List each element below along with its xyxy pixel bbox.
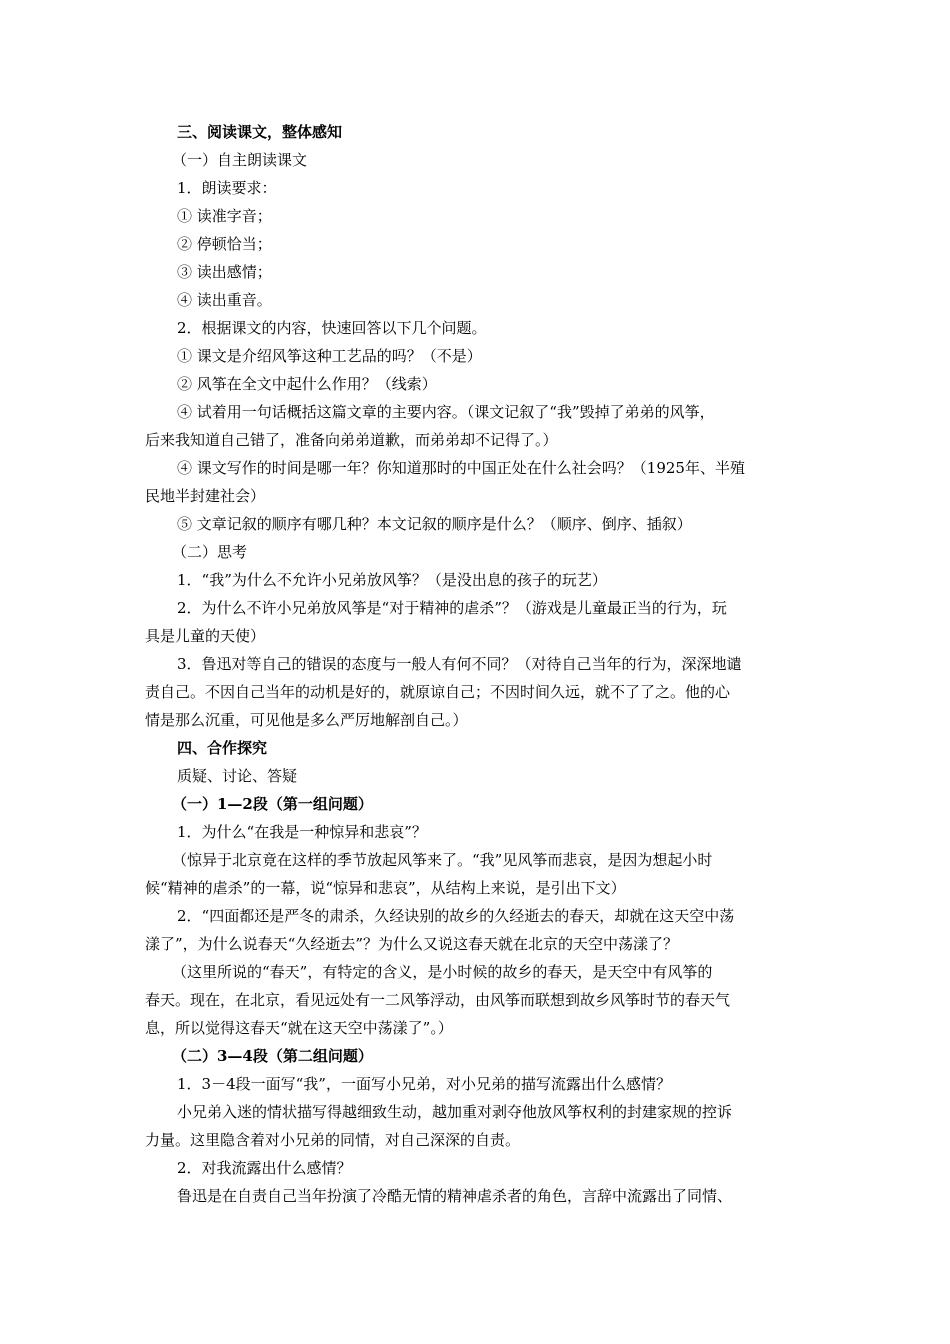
- text-line: 1．为什么“在我是一种惊异和悲哀”？: [177, 823, 427, 841]
- text-line: 春天。现在，在北京，看见远处有一二风筝浮动，由风筝而联想到故乡风筝时节的春天气: [145, 991, 731, 1009]
- text-line: （这里所说的“春天”，有特定的含义，是小时候的故乡的春天，是天空中有风筝的: [172, 963, 713, 981]
- text-line: 后来我知道自己错了，准备向弟弟道歉，而弟弟却不记得了。）: [145, 431, 558, 449]
- subheading-group-2: （二）3—4段（第二组问题）: [172, 1047, 373, 1065]
- text-line: 1．3－4段一面写“我”，一面写小兄弟，对小兄弟的描写流露出什么感情？: [177, 1075, 671, 1093]
- text-line: ③ 读出感情；: [177, 263, 272, 281]
- text-line: 2．“四面都还是严冬的肃杀，久经诀别的故乡的久经逝去的春天，却就在这天空中荡: [177, 907, 735, 925]
- text-line: 力量。这里隐含着对小兄弟的同情，对自己深深的自责。: [145, 1131, 521, 1149]
- section-heading-3: 三、阅读课文，整体感知: [177, 123, 343, 141]
- text-line: 1．“我”为什么不允许小兄弟放风筝？（是没出息的孩子的玩艺）: [177, 571, 607, 589]
- subheading-group-1: （一）1—2段（第一组问题）: [172, 795, 373, 813]
- text-line: 2．为什么不许小兄弟放风筝是“对于精神的虐杀”？（游戏是儿童最正当的行为，玩: [177, 599, 727, 617]
- text-line: 小兄弟入迷的情状描写得越细致生动，越加重对剥夺他放风筝权利的封建家规的控诉: [177, 1103, 733, 1121]
- text-line: 2．对我流露出什么感情？: [177, 1159, 352, 1177]
- text-line: 候“精神的虐杀”的一幕，说“惊异和悲哀”，从结构上来说，是引出下文）: [145, 879, 626, 897]
- text-line: ② 停顿恰当；: [177, 235, 272, 253]
- text-line: ② 风筝在全文中起什么作用？（线索）: [177, 375, 437, 393]
- text-line: 质疑、讨论、答疑: [177, 767, 298, 785]
- text-line: 鲁迅是在自责自己当年扮演了冷酷无情的精神虐杀者的角色，言辞中流露出了同情、: [177, 1187, 733, 1205]
- text-line: 3．鲁迅对等自己的错误的态度与一般人有何不同？（对待自己当年的行为，深深地谴: [177, 655, 742, 673]
- text-line: ① 读准字音；: [177, 207, 272, 225]
- text-line: 责自己。不因自己当年的动机是好的，就原谅自己；不因时间久远，就不了了之。他的心: [145, 683, 731, 701]
- text-line: 情是那么沉重，可见他是多么严厉地解剖自己。）: [145, 711, 468, 729]
- subheading-2: （二）思考: [172, 543, 248, 561]
- text-line: 1．朗读要求：: [177, 179, 277, 197]
- text-line: ④ 课文写作的时间是哪一年？你知道那时的中国正处在什么社会吗？（1925年、半殖: [177, 459, 745, 477]
- subheading-1: （一）自主朗读课文: [172, 151, 308, 169]
- text-line: 漾了”，为什么说春天“久经逝去”？为什么又说这春天就在北京的天空中荡漾了？: [145, 935, 679, 953]
- text-line: 民地半封建社会）: [145, 487, 266, 505]
- text-line: 息，所以觉得这春天“就在这天空中荡漾了”。）: [145, 1019, 453, 1037]
- text-line: ① 课文是介绍风筝这种工艺品的吗？（不是）: [177, 347, 482, 365]
- text-line: 2．根据课文的内容，快速回答以下几个问题。: [177, 319, 487, 337]
- text-line: ④ 读出重音。: [177, 291, 272, 309]
- text-line: ⑤ 文章记叙的顺序有哪几种？本文记叙的顺序是什么？（顺序、倒序、插叙）: [177, 515, 692, 533]
- text-line: （惊异于北京竟在这样的季节放起风筝来了。“我”见风筝而悲哀，是因为想起小时: [172, 851, 713, 869]
- text-line: 具是儿童的天使）: [145, 627, 266, 645]
- section-heading-4: 四、合作探究: [177, 739, 268, 757]
- text-line: ④ 试着用一句话概括这篇文章的主要内容。（课文记叙了“我”毁掉了弟弟的风筝，: [177, 403, 715, 421]
